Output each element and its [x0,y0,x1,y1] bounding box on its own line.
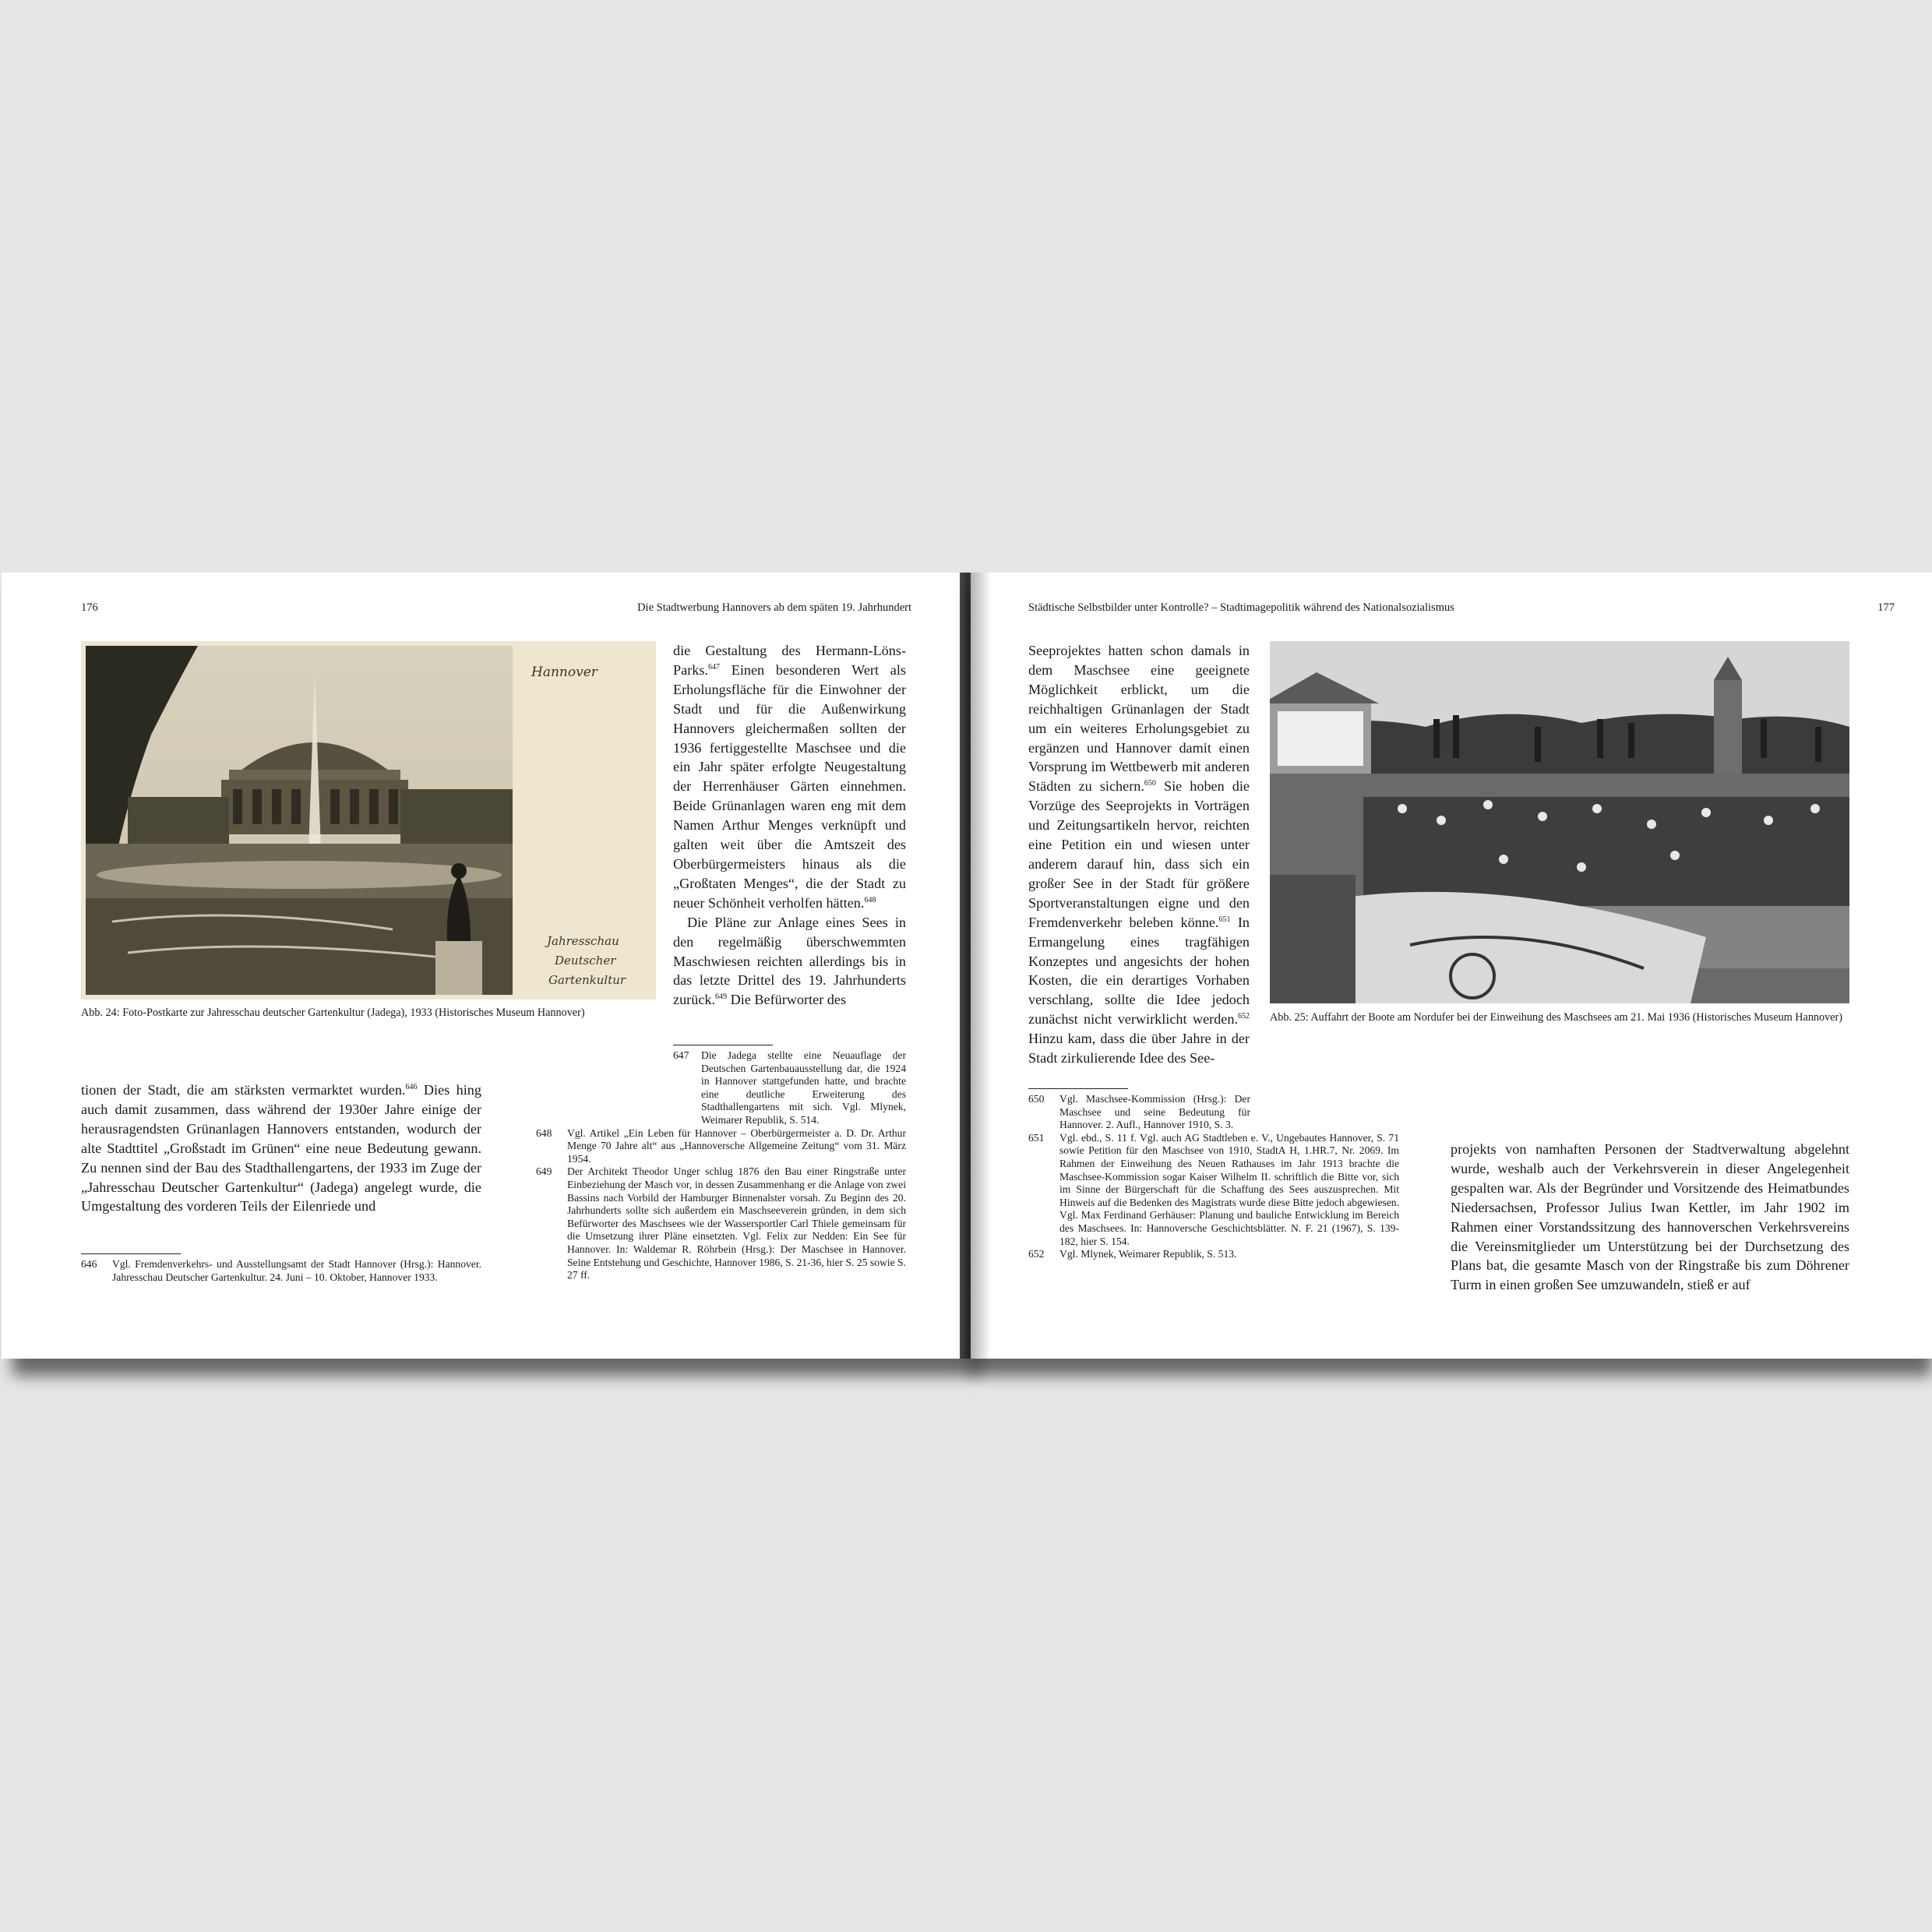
text-column-left: Seeprojektes hatten schon damals in dem Maschsee eine geeignete Möglichkeit erblickt, um die reichhaltigen Grünanlagen der Stadt um ein weiteres Erholungsgebiet zu ergänzen und Hannover damit einen Vorsprung im Wettbewerb mit anderen Städten zu sichern.$^{650}$ Sie hoben die Vorzüge des Seeprojekts in Vorträgen und Zeitungsartikeln hervor, reichten eine Petition ein und wiesen unter anderem darauf hin, dass sich ein großer See in der Stadt für größere Sportveranstaltungen eigne und den Fremdenverkehr beleben könne.$^{651}$ In Ermangelung eines tragfähigen Konzeptes und angesichts der hohen Kosten, die ein derartiges Vorhaben verschlang, sollte die Idee jedoch zunächst nicht verwirklicht werden.$^{652}$ Hinzu kam, dass die über Jahre in der Stadt zirkulierende Idee des See- [1028,643,1250,1066]
text-column-right: die Gestaltung des Hermann-Löns-Parks.$^{647}$ Einen besonderen Wert als Erholungsfläche für die Einwohner der Stadt und für die Außenwirkung Hannovers gleichermaßen sollten der 1936 fertiggestellte Maschsee und die ein Jahr später erfolgte Neugestaltung der Herrenhäuser Gärten einnehmen. Beide Grünanlagen waren eng mit dem Namen Arthur Menges verknüpft und galten weit über die Amtszeit des Oberbürgermeisters hinaus als die „Großtaten Menges“, die der Stadt zu neuer Schönheit verholfen hätten.$^{648}$ Die Pläne zur Anlage eines Sees in den regelmäßig überschwemmten Maschwiesen reichten allerdings bis in das letzte Drittel des 19. Jahrhunderts zurück.$^{649}$ Die Befürworter des [673,643,906,1008]
postcard-photo [81,641,656,999]
footnote-646: 646 Vgl. Fremdenverkehrs- und Ausstellungsamt der Stadt Hannover (Hrsg.): Hannover. Jahresschau Deutscher Gartenkultur. 24. Juni – 10. Oktober, Hannover 1933. [81,1258,481,1283]
footnote-647: 647 Die Jadega stellte eine Neuauflage der Deutschen Gartenbauausstellung dar, die 1924 in Hannover stattgefunden hatte, und brachte eine deutliche Erweiterung des Stadthallengartens mit sich. Vgl. Mlynek, Weimarer Republik, S. 514. [673,1049,906,1126]
postcard-caption-2: Deutscher [555,954,616,968]
boats-image [1270,641,1849,1003]
running-head: Städtische Selbstbilder unter Kontrolle? – Stadtimagepolitik während des Nationalsozialismus [1028,601,1454,614]
footnote-650: 650 Vgl. Maschsee-Kommission (Hrsg.): Der Maschsee und seine Bedeutung für Hannover. 2. Aufl., Hannover 1910, S. 3. [1028,1093,1250,1131]
footnote-652: 652 Vgl. Mlynek, Weimarer Republik, S. 513. [1028,1248,1237,1260]
text-column-bottom: projekts von namhaften Personen der Stadtverwaltung abgelehnt wurde, weshalb auch der Verkehrsverein in dieser Angelegenheit gespalten war. Als der Begründer und Vorsitzende des Heimatbundes Niedersachsen, Professor Julius Iwan Kettler, im Jahr 1902 im Rahmen einer Vorstandssitzung des hannoverschen Verkehrsvereins die Vereinsmitglieder um Unterstützung bei der Durchsetzung des Plans bat, die gesamte Masch von der Ringstraße bis zum Döhrener Turm in einen großen See umzuwandeln, stieß er auf [1451,1141,1849,1293]
text-column-bottom: tionen der Stadt, die am stärksten vermarktet wurden.$^{646}$ Dies hing auch damit zusammen, dass während der 1930er Jahre einige der herausragendsten Grünanlagen Hannovers entstanden, wodurch der alte Stadttitel „Großstadt im Grünen“ eine neue Bedeutung gewann. Zu nennen sind der Bau des Stadthallengartens, der 1933 im Zuge der „Jahresschau Deutscher Gartenkultur“ (Jadega) angelegt wurde, die Umgestaltung des vorderen Teils der Eilenriede und [81,1082,481,1215]
footnote-649: 649 Der Architekt Theodor Unger schlug 1876 den Bau einer Ringstraße unter Einbeziehung der Masch vor, in dessen Zusammenhang er die Anlage von zwei Bassins nach Vorbild der Hamburger Binnenalster vorsah. Zu Beginn des 20. Jahrhunderts sollte sich außerdem ein Maschseeverein gründen, in dem sich Befürworter des Maschsees wie der Wassersportler Carl Thiele gemeinsam für die Umsetzung ihrer Pläne einsetzten. Vgl. Felix zur Nedden: Ein See für Hannover. In: Waldemar R. Röhrbein (Hrsg.): Der Maschsee in Hannover. Seine Entstehung und Geschichte, Hannover 1986, S. 21-36, hier S. 25 sowie S. 27 ff. [536,1165,906,1282]
postcard-image [81,641,656,999]
footnote-651: 651 Vgl. ebd., S. 11 f. Vgl. auch AG Stadtleben e. V., Ungebautes Hannover, S. 71 sowie Petition für den Maschsee von 1910, StadtA H, 1.HR.7, Nr. 2069. Im Rahmen der Einweihung des Neuen Rathauses im Jahr 1913 brachte die Maschsee-Kommission sogar Kaiser Wilhelm II. schriftlich die Bitte vor, sich im Sinne der Bürgerschaft für die Schaffung des Sees auszusprechen. Mit Hinweis auf die Bedenken des Magistrats wurde diese Bitte jedoch abgewiesen. Vgl. Max Ferdinand Gerhäuser: Planung und bauliche Entwicklung im Bereich des Maschsees. In: Hannoversche Geschichtsblätter. N. F. 21 (1967), S. 139-182, hier S. 154. [1028,1131,1399,1247]
running-head: Die Stadtwerbung Hannovers ab dem späten 19. Jahrhundert [637,601,911,614]
page-number: 177 [1877,601,1895,614]
boats-photo [1270,641,1849,1003]
footnotes [1028,1093,1399,1261]
postcard-caption-3: Gartenkultur [548,973,626,987]
postcard-caption-1: Jahresschau [547,934,619,948]
footnotes-right [536,1049,906,1282]
left-page [2,573,968,1359]
right-page [971,573,1932,1359]
figure-caption: Abb. 25: Auffahrt der Boote am Nordufer bei der Einweihung des Maschsees am 21. Mai 1936 (Historisches Museum Hannover) [1270,1011,1842,1024]
footnote-rule [81,1253,181,1254]
footnote-648: 648 Vgl. Artikel „Ein Leben für Hannover – Oberbürgermeister a. D. Dr. Arthur Menge 70 Jahre alt“ aus „Hannoversche Allgemeine Zeitung“ vom 31. März 1954. [536,1126,906,1165]
footnote-rule [1028,1088,1128,1089]
figure-caption: Abb. 24: Foto-Postkarte zur Jahresschau deutscher Gartenkultur (Jadega), 1933 (Historisches Museum Hannover) [81,1007,585,1019]
postcard-label: Hannover [531,665,598,680]
page-number: 176 [81,601,98,614]
